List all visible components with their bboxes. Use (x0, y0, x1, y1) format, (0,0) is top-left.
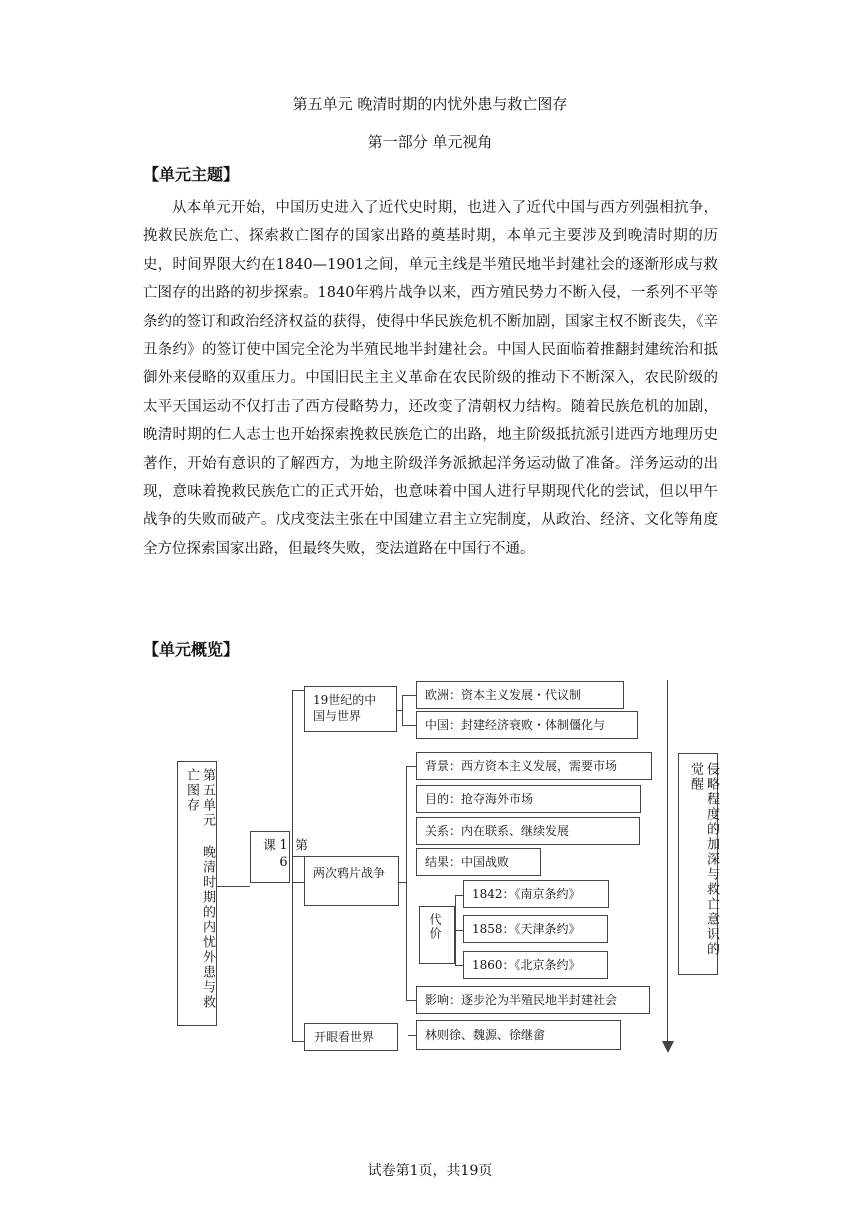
europe-box: 欧洲：资本主义发展・代议制 (416, 681, 624, 709)
eyes-on-world-box: 开眼看世界 (304, 1023, 398, 1051)
unit-box (177, 761, 217, 1026)
result-box: 结果：中国战败 (416, 848, 541, 876)
page-footer: 试卷第1页，共19页 (367, 1163, 493, 1179)
world-box: 19世纪的中国与世界 (304, 686, 397, 732)
treaty-box-1858: 1858：《天津条约》 (463, 915, 608, 943)
theme-heading: 【单元主题】 (143, 165, 240, 184)
connector-line (402, 695, 416, 696)
connector-line (217, 886, 250, 887)
section-subtitle: 第一部分 单元视角 (367, 133, 493, 151)
connector-line (292, 1041, 304, 1042)
lesson-box (250, 831, 307, 883)
relation-box: 关系：内在联系、继续发展 (416, 817, 640, 845)
overview-heading: 【单元概览】 (143, 640, 240, 659)
connector-line (408, 1035, 416, 1036)
connector-line (406, 766, 407, 1000)
lesson-box-label: 第16课 (260, 838, 307, 872)
connector-line (402, 725, 416, 726)
opium-war-box: 两次鸦片战争 (304, 856, 399, 906)
connector-line (397, 710, 403, 711)
china-box: 中国：封建经济衰败・体制僵化与 (416, 711, 638, 739)
connector-line (455, 930, 463, 931)
connector-line (406, 1000, 416, 1001)
impact-box: 影响：逐步沦为半殖民地半封建社会 (416, 986, 650, 1014)
unit-box-label: 第五单元 晚清时期的内忧外患与救亡图存 (184, 768, 215, 1010)
unit-title: 第五单元 晚清时期的内忧外患与救亡图存 (292, 95, 568, 113)
treaty-box-1842: 1842：《南京条约》 (463, 880, 609, 908)
background-box: 背景：西方资本主义发展，需要市场 (416, 752, 652, 780)
purpose-box: 目的：抢夺海外市场 (416, 785, 641, 813)
cost-box (419, 906, 455, 964)
connector-line (455, 965, 463, 966)
trend-box (678, 753, 718, 975)
connector-line (292, 690, 304, 691)
theme-paragraph: 从本单元开始，中国历史进入了近代史时期，也进入了近代中国与西方列强相抗争，挽救民族危亡、探索救亡图存的国家出路的奠基时期，本单元主要涉及到晚清时期的历史，时间界限大约在1840—1901之间，单元主线是半殖民地半封建社会的逐渐形成与救亡图存的出路的初步探索。1840年鸦片战争以来，西方殖民势力不断入侵，一系列不平等条约的签订和政治经济权益的获得，使得中华民族危机不断加剧，国家主权不断丧失，《辛丑条约》的签订使中国完全沦为半殖民地半封建社会。中国人民面临着推翻封建统治和抵御外来侵略的双重压力。中国旧民主主义革命在农民阶级的推动下不断深入，农民阶级的太平天国运动不仅打击了西方侵略势力，还改变了清朝权力结构。随着民族危机的加剧，晚清时期的仁人志士也开始探索挽救民族危亡的出路，地主阶级抵抗派引进西方地理历史著作，开始有意识的了解西方，为地主阶级洋务派掀起洋务运动做了准备。洋务运动的出现，意味着挽救民族危亡的正式开始，也意味着中国人进行早期现代化的尝试，但以甲午战争的失败而破产。戊戌变法主张在中国建立君主立宪制度，从政治、经济、文化等角度全方位探索国家出路，但最终失败，变法道路在中国行不通。 (143, 200, 718, 557)
cost-box-label: 代价 (428, 913, 442, 941)
trend-box-label: 侵略程度的加深与救亡意识的觉醒 (688, 762, 719, 957)
arrow-down-icon (661, 1040, 675, 1054)
connector-line (406, 766, 416, 767)
treaty-box-1860: 1860：《北京条约》 (463, 951, 608, 979)
arrow-shaft (667, 680, 668, 1048)
connector-line (292, 882, 304, 883)
connector-line (455, 895, 463, 896)
connector-line (399, 882, 407, 883)
people-box: 林则徐、魏源、徐继畲 (416, 1020, 621, 1050)
